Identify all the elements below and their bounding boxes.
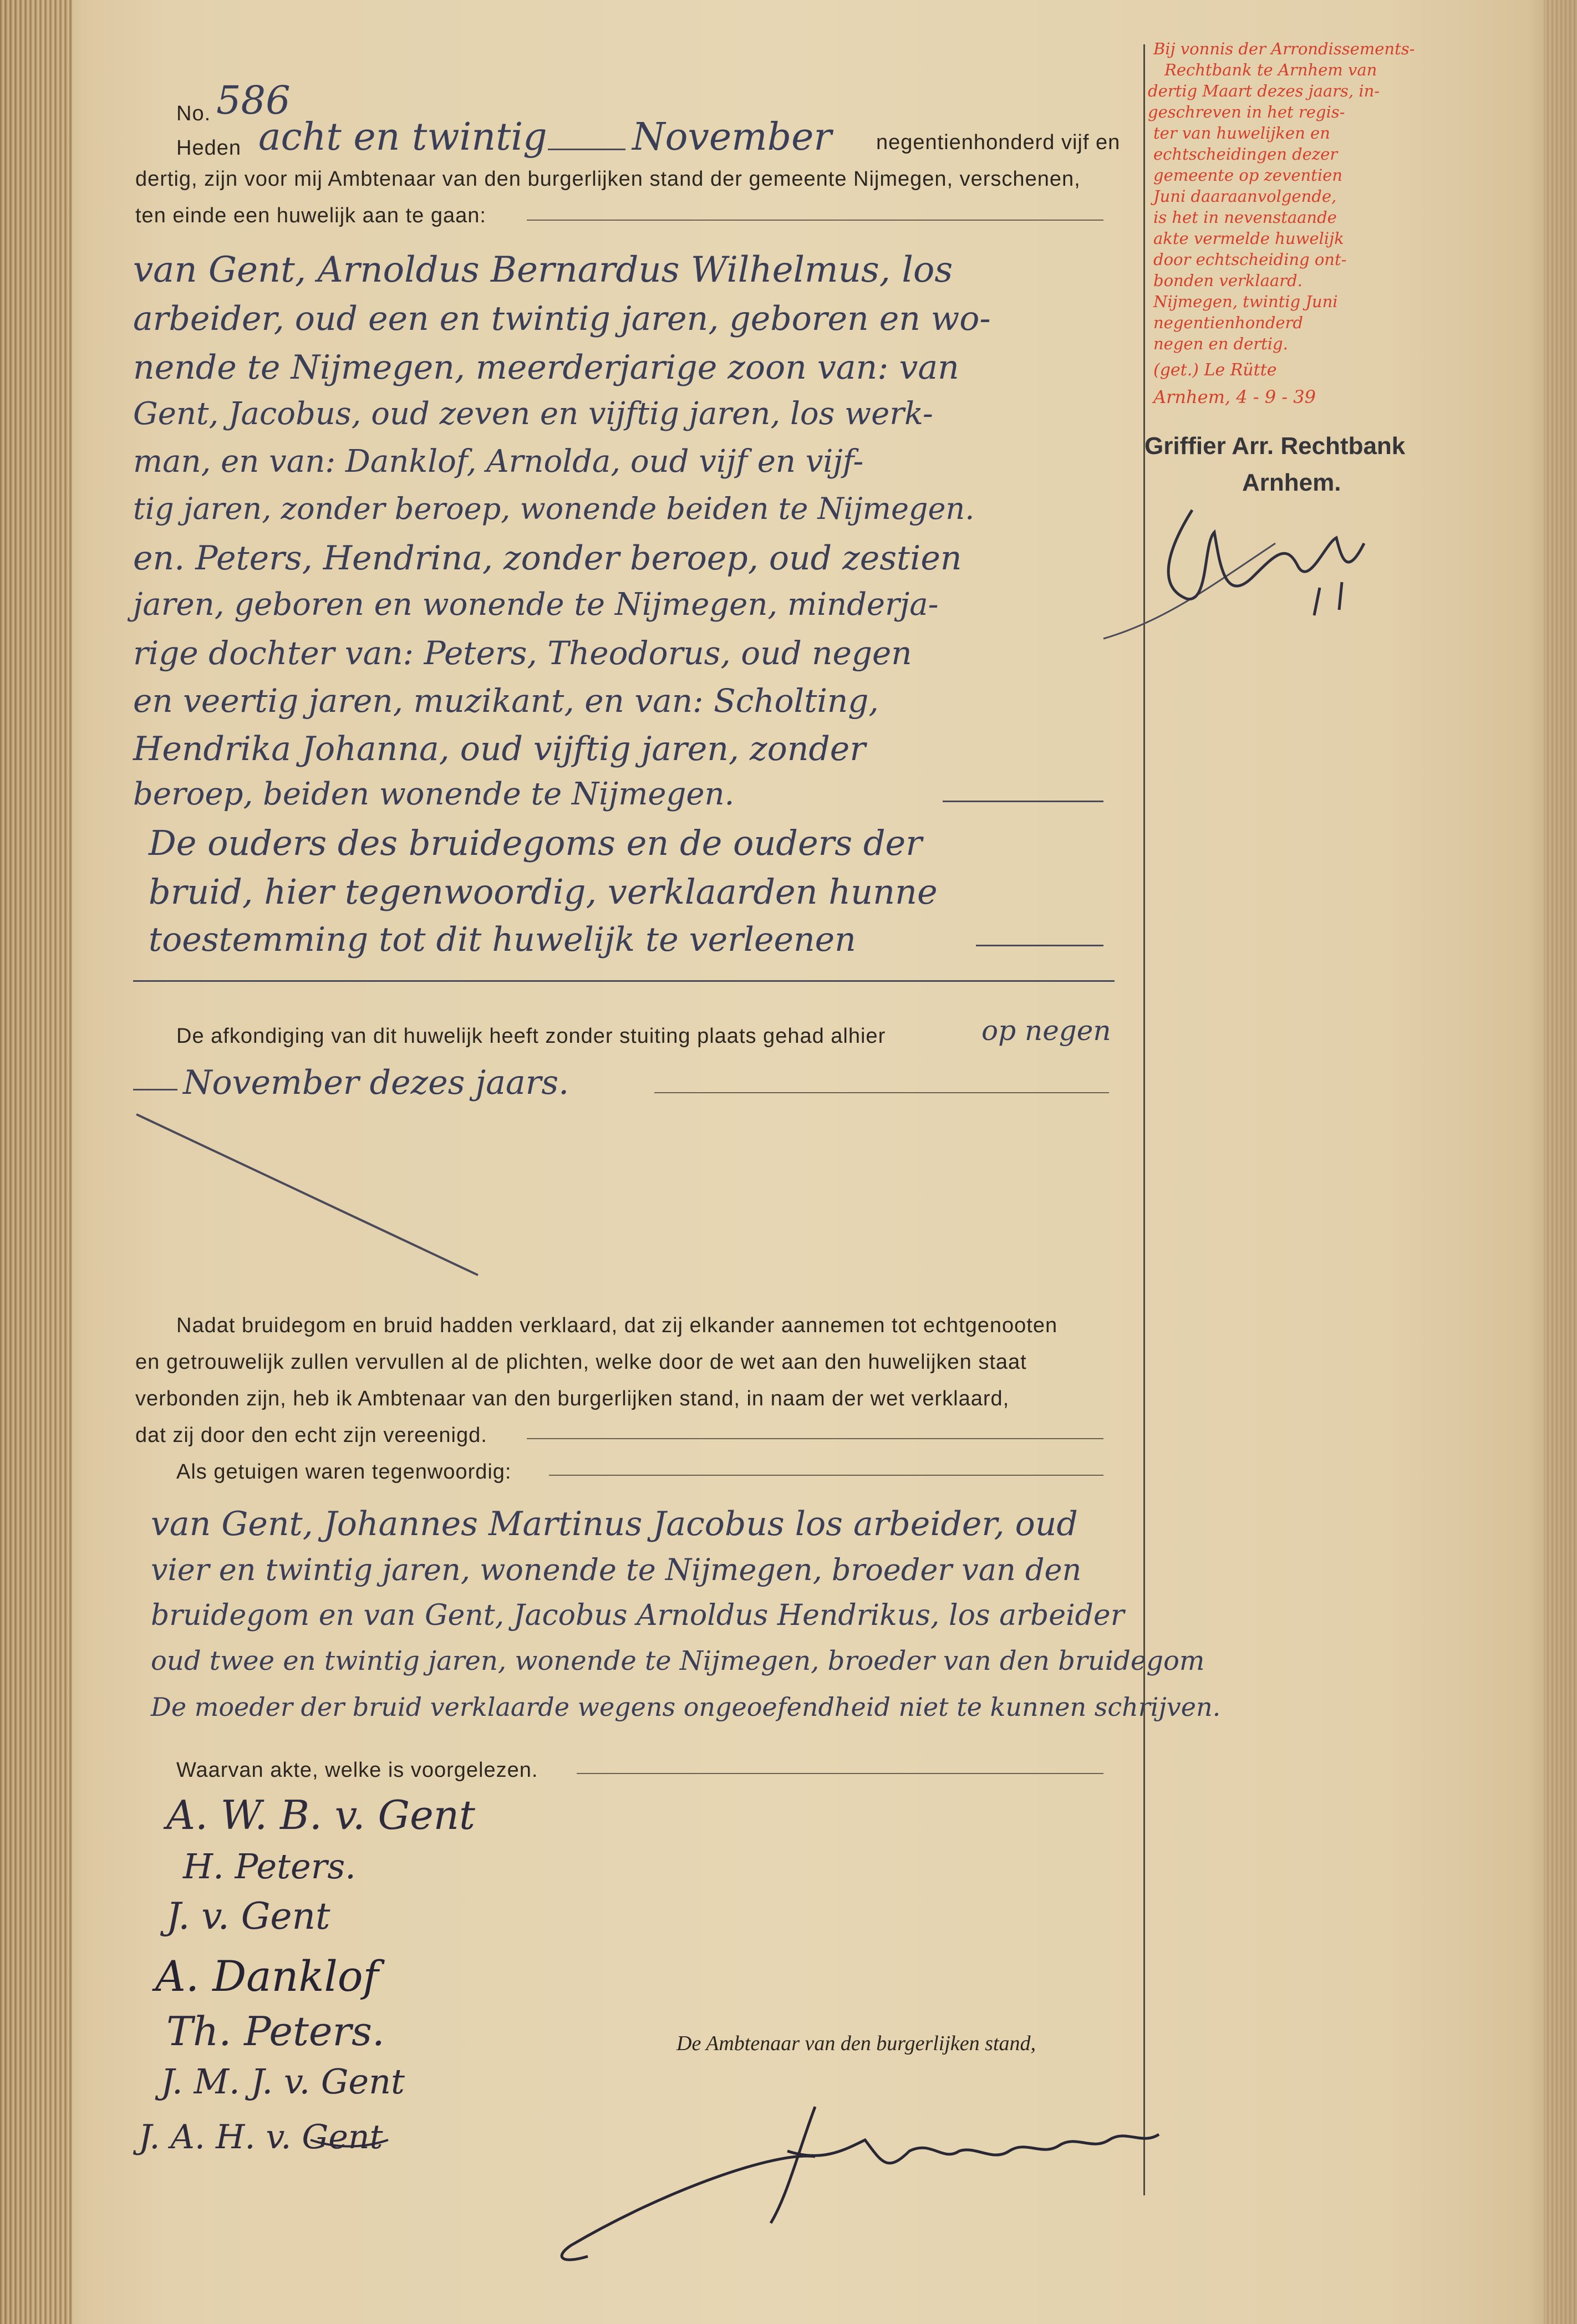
ambtenaar-signature <box>562 2107 1159 2260</box>
margin-note-line: akte vermelde huwelijk <box>1153 229 1344 248</box>
margin-note-line: negentienhonderd <box>1153 313 1303 332</box>
margin-link-stroke <box>1103 543 1275 639</box>
party-line: Gent, Jacobus, oud zeven en vijftig jaren, los werk- <box>133 396 933 432</box>
declaration-line: Nadat bruidegom en bruid hadden verklaard, dat zij elkander aannemen tot echtgenooten <box>176 1314 1058 1337</box>
party-line: rige dochter van: Peters, Theodorus, oud negen <box>133 634 912 672</box>
record-number: 586 <box>216 78 291 123</box>
afkondiging-hand-1: op negen <box>981 1015 1111 1047</box>
margin-note-line: echtscheidingen dezer <box>1153 145 1338 164</box>
margin-note-line: Juni daaraanvolgende, <box>1153 187 1337 206</box>
day-hand: acht en twintig <box>258 115 547 159</box>
signature: J. v. Gent <box>166 1895 330 1938</box>
declaration-line: en getrouwelijk zullen vervullen al de plichten, welke door de wet aan den huwelijken staat <box>135 1350 1027 1374</box>
afkondiging-printed: De afkondiging van dit huwelijk heeft zonder stuiting plaats gehad alhier <box>176 1025 886 1048</box>
consent-line: De ouders des bruidegoms en de ouders der <box>149 823 922 863</box>
margin-note-line: Nijmegen, twintig Juni <box>1153 292 1338 311</box>
signature-flourish <box>311 2140 388 2147</box>
party-line: Hendrika Johanna, oud vijftig jaren, zonder <box>133 730 866 768</box>
ambtenaar-label: De Ambtenaar van den burgerlijken stand, <box>676 2032 1036 2055</box>
party-line: en. Peters, Hendrina, zonder beroep, oud zestien <box>133 539 962 578</box>
waarvan-label: Waarvan akte, welke is voorgelezen. <box>176 1759 538 1782</box>
party-line: van Gent, Arnoldus Bernardus Wilhelmus, los <box>133 249 953 290</box>
margin-note-line: negen en dertig. <box>1153 334 1288 353</box>
margin-note-line: dertig Maart dezes jaars, in- <box>1148 81 1380 100</box>
intro-line-2: dertig, zijn voor mij Ambtenaar van den burgerlijken stand der gemeente Nijmegen, verschenen, <box>135 167 1081 191</box>
consent-line: bruid, hier tegenwoordig, verklaarden hunne <box>149 872 938 912</box>
witness-line: bruidegom en van Gent, Jacobus Arnoldus Hendrikus, los arbeider <box>151 1599 1125 1632</box>
signature: J. A. H. v. Gent <box>139 2118 383 2157</box>
margin-note-line: gemeente op zeventien <box>1153 166 1342 185</box>
party-line: en veertig jaren, muzikant, en van: Scholting, <box>133 682 879 720</box>
record-number-label: No. <box>176 102 211 125</box>
margin-note-line: Arnhem, 4 - 9 - 39 <box>1153 386 1316 407</box>
consent-line: toestemming tot dit huwelijk te verleenen <box>149 920 856 959</box>
witness-line: van Gent, Johannes Martinus Jacobus los arbeider, oud <box>151 1505 1078 1543</box>
party-line: nende te Nijmegen, meerderjarige zoon van: van <box>133 348 959 387</box>
witness-line: De moeder der bruid verklaarde wegens ongeoefendheid niet te kunnen schrijven. <box>151 1692 1221 1722</box>
party-line: arbeider, oud een en twintig jaren, geboren en wo- <box>133 299 991 338</box>
signature: H. Peters. <box>183 1846 356 1887</box>
year-printed: negentienhonderd vijf en <box>876 131 1121 154</box>
signature: Th. Peters. <box>166 2008 385 2055</box>
griffier-stamp-line-1: Griffier Arr. Rechtbank <box>1144 432 1406 460</box>
party-line: jaren, geboren en wonende te Nijmegen, minderja- <box>133 587 939 623</box>
margin-note-line: is het in nevenstaande <box>1153 208 1337 227</box>
afkondiging-hand-2: November dezes jaars. <box>183 1063 569 1102</box>
witness-line: oud twee en twintig jaren, wonende te Nijmegen, broeder van den bruidegom <box>151 1645 1205 1676</box>
signature: J. M. J. v. Gent <box>161 2061 405 2102</box>
declaration-line: dat zij door den echt zijn vereenigd. <box>135 1424 487 1447</box>
party-line: beroep, beiden wonende te Nijmegen. <box>133 776 735 812</box>
witnesses-label: Als getuigen waren tegenwoordig: <box>176 1460 512 1484</box>
griffier-stamp-line-2: Arnhem. <box>1242 469 1341 496</box>
intro-line-3: ten einde een huwelijk aan te gaan: <box>135 204 486 227</box>
signature: A. W. B. v. Gent <box>166 1792 475 1838</box>
heden-label: Heden <box>176 136 241 160</box>
griffier-signature <box>1168 510 1364 615</box>
signature: A. Danklof <box>155 1951 379 2001</box>
party-line: man, en van: Danklof, Arnolda, oud vijf en vijf- <box>133 444 864 480</box>
margin-note-line: geschreven in het regis- <box>1148 103 1345 121</box>
margin-note-line: (get.) Le Rütte <box>1153 360 1277 380</box>
party-line: tig jaren, zonder beroep, wonende beiden te Nijmegen. <box>133 491 975 526</box>
witness-line: vier en twintig jaren, wonende te Nijmegen, broeder van den <box>151 1552 1082 1587</box>
margin-note-line: Rechtbank te Arnhem van <box>1164 60 1377 79</box>
margin-note-line: door echtscheiding ont- <box>1153 250 1347 269</box>
margin-note-line: Bij vonnis der Arrondissements- <box>1153 39 1415 58</box>
void-diagonal-stroke <box>136 1114 478 1275</box>
margin-note-line: bonden verklaard. <box>1153 271 1303 290</box>
declaration-line: verbonden zijn, heb ik Ambtenaar van den burgerlijken stand, in naam der wet verklaard, <box>135 1387 1010 1410</box>
month-hand: November <box>632 115 832 159</box>
margin-note-line: ter van huwelijken en <box>1153 124 1330 142</box>
